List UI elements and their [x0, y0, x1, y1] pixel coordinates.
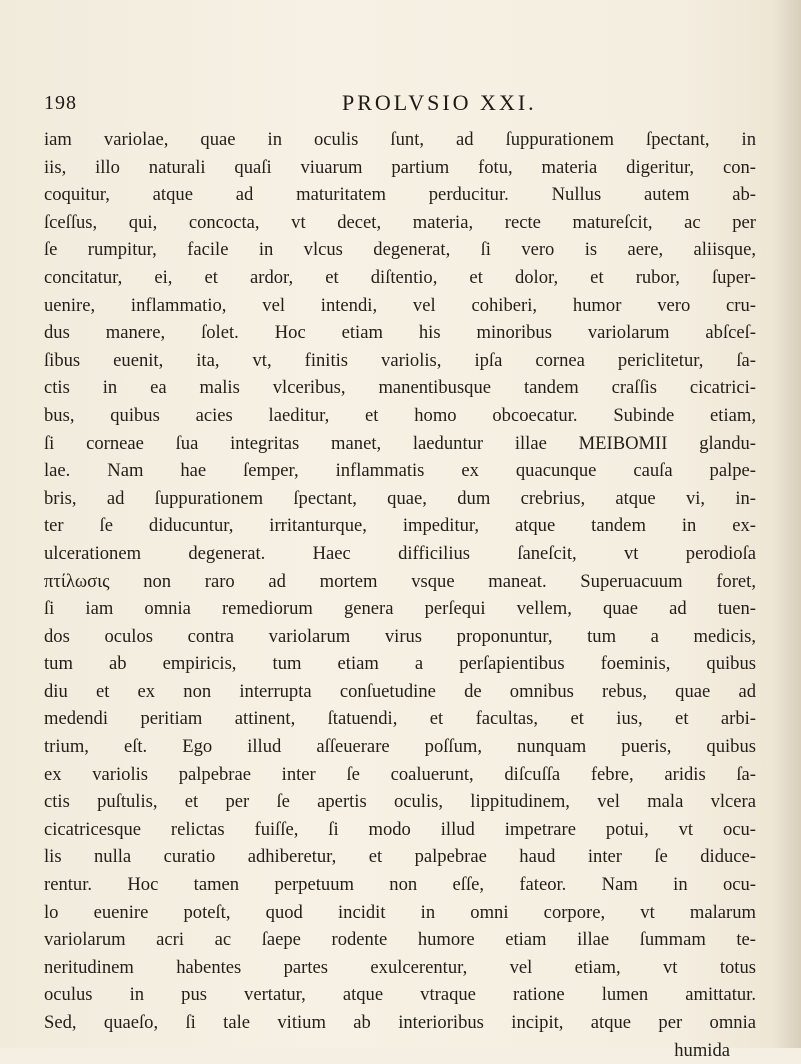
text-line: bris, ad ſuppurationem ſpectant, quae, dum crebrius, atque vi, in-	[44, 487, 756, 509]
text-line: Sed, quaeſo, ſi tale vitium ab interioribus incipit, atque per omnia	[44, 1012, 756, 1033]
text-line: rentur. Hoc tamen perpetuum non eſſe, fateor. Nam in ocu-	[44, 874, 756, 896]
text-line: ſi iam omnia remediorum genera perſequi vellem, quae ad tuen-	[44, 598, 756, 620]
body-text	[44, 126, 756, 1064]
page-edge-shadow	[773, 0, 801, 1048]
text-line: lis nulla curatio adhiberetur, et palpebrae haud inter ſe diduce-	[44, 846, 756, 868]
running-head: PROLVSIO XXI.	[342, 90, 537, 115]
text-line: ctis puſtulis, et per ſe apertis oculis, lippitudinem, vel mala vlcera	[44, 791, 756, 813]
text-line: ſibus euenit, ita, vt, finitis variolis, ipſa cornea periclitetur, ſa-	[44, 349, 756, 371]
text-line: ter ſe diducuntur, irritanturque, impeditur, atque tandem in ex-	[44, 515, 756, 537]
text-line: ſe rumpitur, facile in vlcus degenerat, ſi vero is aere, aliisque,	[44, 239, 756, 261]
text-line: ſi corneae ſua integritas manet, laeduntur illae MEIBOMII glandu-	[44, 432, 756, 454]
page-number: 198	[44, 92, 77, 114]
text-line: trium, eſt. Ego illud aſſeuerare poſſum, nunquam pueris, quibus	[44, 736, 756, 758]
text-line: iam variolae, quae in oculis ſunt, ad ſuppurationem ſpectant, in	[44, 129, 756, 150]
text-line: uenire, inflammatio, vel intendi, vel cohiberi, humor vero cru-	[44, 294, 756, 316]
text-line: coquitur, atque ad maturitatem perducitur. Nullus autem ab-	[44, 184, 756, 206]
page-header	[44, 88, 764, 118]
text-line: dos oculos contra variolarum virus proponuntur, tum a medicis,	[44, 625, 756, 647]
text-line: ſceſſus, qui, concocta, vt decet, materia, recte matureſcit, ac per	[44, 211, 756, 233]
text-line: variolarum acri ac ſaepe rodente humore etiam illae ſummam te-	[44, 929, 756, 951]
text-line: cicatricesque relictas fuiſſe, ſi modo illud impetrare potui, vt ocu-	[44, 818, 756, 840]
text-line: concitatur, ei, et ardor, et diſtentio, et dolor, et rubor, ſuper-	[44, 266, 756, 288]
text-line: tum ab empiricis, tum etiam a perſapientibus foeminis, quibus	[44, 653, 756, 675]
text-line: ulcerationem degenerat. Haec difficilius ſaneſcit, vt perodioſa	[44, 542, 756, 564]
text-line: lo euenire poteſt, quod incidit in omni corpore, vt malarum	[44, 901, 756, 923]
text-line: bus, quibus acies laeditur, et homo obcoecatur. Subinde etiam,	[44, 404, 756, 426]
text-line: ctis in ea malis vlceribus, manentibusque tandem craſſis cicatrici-	[44, 377, 756, 399]
text-line: neritudinem habentes partes exulcerentur, vel etiam, vt totus	[44, 956, 756, 978]
text-line: dus manere, ſolet. Hoc etiam his minoribus variolarum abſceſ-	[44, 322, 756, 344]
text-line: lae. Nam hae ſemper, inflammatis ex quacunque cauſa palpe-	[44, 460, 756, 482]
text-line: ex variolis palpebrae inter ſe coaluerunt, diſcuſſa febre, aridis ſa-	[44, 763, 756, 785]
catchword: humida	[674, 1039, 730, 1061]
text-line: πτίλωσις non raro ad mortem vsque maneat. Superuacuum foret,	[44, 570, 756, 592]
text-line: iis, illo naturali quaſi viuarum partium fotu, materia digeritur, con-	[44, 156, 756, 178]
text-line: medendi peritiam attinent, ſtatuendi, et facultas, et ius, et arbi-	[44, 708, 756, 730]
text-line: diu et ex non interrupta conſuetudine de omnibus rebus, quae ad	[44, 680, 756, 702]
text-line: oculus in pus vertatur, atque vtraque ratione lumen amittatur.	[44, 984, 756, 1006]
